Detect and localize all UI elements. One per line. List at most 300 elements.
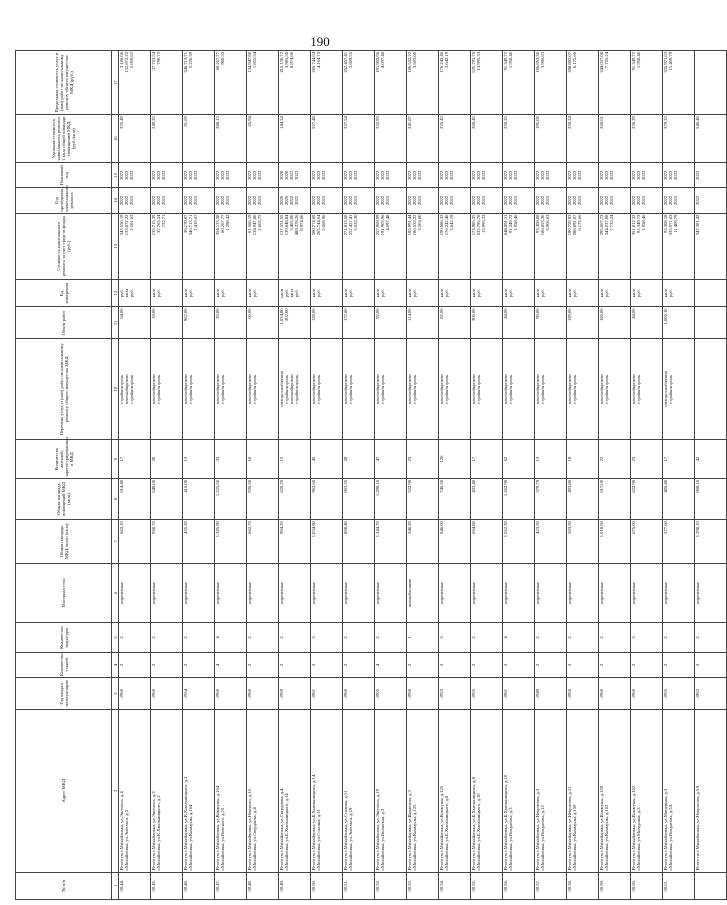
cell-pred (183, 51, 215, 115)
cell-line: 195.991,44 (407, 214, 412, 236)
column-number: 8 (112, 479, 119, 520)
cell-area: 455,20 (183, 520, 215, 563)
cell-line: 2022 (151, 195, 156, 206)
cell-work (503, 339, 535, 440)
cell-addr (503, 710, 535, 872)
cell-liv: 936,30 (247, 479, 279, 520)
cell-cost (471, 213, 503, 279)
cell-line: 347.381,42 (695, 214, 700, 236)
cell-liv: 620,20 (279, 479, 311, 520)
cell-ycap (343, 188, 375, 213)
cell-no: 59.58. (567, 872, 599, 899)
cell-liv: 432,40 (471, 479, 503, 520)
cell-line: 2022 (604, 170, 609, 180)
cell-line: руб. (380, 289, 385, 298)
cell-line: 132.872,22 (124, 52, 129, 73)
cell-floors: 3 (311, 652, 343, 677)
cell-line: 2022 (183, 170, 188, 180)
cell-line: 2022 (481, 170, 486, 180)
cell-line: 2022 (513, 195, 518, 206)
cell-line: Итого по г.Михайловка, ул.Коммуны, д.164 (215, 785, 220, 871)
cell-line: 2022 (545, 170, 550, 180)
column-header: Предельная стоимость услуг и (или) работ по капитальному ремонту общего имущества МКД (руб.) (16, 51, 112, 115)
cell-line: 144,34 (279, 116, 284, 129)
cell-pred (311, 51, 343, 115)
cell-no: 59.44. (119, 872, 151, 899)
cell-line: 92,00 (375, 308, 380, 319)
cell-line: плоскойкровли (151, 374, 156, 405)
cell-line: 2022 (375, 195, 380, 206)
cell-year: 1982 (695, 678, 727, 710)
cell-line: 82,00 (439, 308, 444, 319)
cell-line: 3.186,06 (119, 52, 124, 69)
cell-line: 2022 (636, 195, 641, 206)
cell-line: 1.958,46 (508, 52, 513, 69)
cell-ycap (215, 188, 247, 213)
cell-line: плоскойкровли (535, 374, 540, 405)
cell-res: 126 (439, 440, 471, 479)
column-number: 11 (112, 307, 119, 339)
cell-mat: кирпичные (439, 563, 471, 622)
cell-ycap (151, 188, 183, 213)
cell-work (311, 339, 343, 440)
cell-liv: 406,40 (663, 479, 695, 520)
cell-vol (183, 307, 215, 339)
cell-floors: 2 (631, 652, 663, 677)
header-row (16, 51, 112, 900)
cell-line: 546,46 (695, 116, 700, 129)
cell-work (631, 339, 663, 440)
cell-line: Итого по г.Михайловка, ул.Энгельса, д.19 (375, 789, 380, 871)
cell-line: 93.308,08 (535, 214, 540, 233)
cell-line: 2022 (476, 195, 481, 206)
cell-line: 3.642,19 (449, 214, 454, 231)
cell-line: кв.м (439, 288, 444, 298)
cell-line: 2022 (343, 195, 348, 206)
cell-res: 13 (183, 440, 215, 479)
cell-line: 160,00 (599, 308, 604, 322)
cell-ycap (535, 188, 567, 213)
cell-year: 1954 (183, 678, 215, 710)
cell-year: 1960 (631, 678, 663, 710)
cell-line: плоскойкровли (407, 374, 412, 405)
cell-line: Итого по г.Михайловка, ул.Коммуны, д.162 (631, 785, 636, 871)
cell-line: 191.903,96 (380, 214, 385, 236)
cell-ycap (183, 188, 215, 213)
cell-unit (215, 279, 247, 306)
table-row (407, 51, 439, 900)
cell-entr: 2 (599, 623, 631, 653)
column-header: Год ввода в эксплуатацию (16, 678, 112, 710)
cell-line: 241,87 (407, 116, 412, 129)
capital-repair-table (15, 50, 727, 900)
cell-cost (311, 213, 343, 279)
cell-line: 6.175,66 (572, 52, 577, 69)
cell-pred (375, 51, 407, 115)
column-number: 12 (112, 279, 119, 306)
cell-line: 186.853,30 (540, 214, 545, 236)
cell-line: 2022 (439, 170, 444, 180)
cell-line: 635.795,78 (471, 52, 476, 73)
cell-line: 268,61 (599, 116, 604, 129)
cell-unit (631, 279, 663, 306)
cell-pred (663, 51, 695, 115)
cell-line: 176.242,46 (444, 214, 449, 236)
cell-cost (631, 213, 663, 279)
cell-line: 257.969,99 (375, 214, 380, 236)
cell-yplan (375, 163, 407, 188)
cell-ud (663, 115, 695, 163)
cell-line: г.Михайловка, ул.Коммуны, д.125 (412, 804, 417, 871)
cell-line: 2022 (348, 170, 353, 180)
cell-ud (503, 115, 535, 163)
cell-line: стройконтроль (188, 374, 193, 404)
cell-work (215, 339, 247, 440)
column-header: Ед. измерения (16, 279, 112, 306)
cell-line: 415.130,72 (279, 52, 284, 73)
cell-line: 2022 (572, 195, 577, 206)
cell-line: 6.175,66 (577, 214, 582, 231)
table-row (503, 51, 535, 900)
column-number: 5 (112, 623, 119, 653)
cell-line: 2022 (289, 195, 294, 206)
cell-line: стройконтроль (220, 374, 225, 404)
cell-work (535, 339, 567, 440)
cell-line: 268,45 (471, 116, 476, 129)
column-header: Общая площадь МКД, всего (кв.м) (16, 520, 112, 563)
cell-line: 306,00 (471, 308, 476, 322)
cell-year: 1961 (503, 678, 535, 710)
cell-line: 2022 (577, 195, 582, 206)
cell-line: 343.550,19 (119, 214, 124, 236)
cell-line: кв.м (215, 288, 220, 298)
cell-line: 2022 (535, 195, 540, 206)
cell-vol (119, 307, 151, 339)
cell-entr: 3 (439, 623, 471, 653)
cell-line: 346.713,71 (188, 214, 193, 236)
cell-vol (215, 307, 247, 339)
cell-line: г.Михайловка, ул.Некрасова, д.3 (508, 807, 513, 871)
cell-line: 2022 (321, 195, 326, 206)
cell-line: Итого по г.Михайловка, ул.Энгельса, д.3 (151, 791, 156, 871)
cell-line: кв.м (663, 288, 668, 298)
cell-floors: 2 (119, 652, 151, 677)
cell-line: руб. (476, 289, 481, 298)
cell-res: 28 (343, 440, 375, 479)
cell-line: 2022 (151, 170, 156, 180)
cell-line: 2022 (663, 170, 668, 180)
cell-line: руб. (252, 289, 257, 298)
cell-line: 134.947,80 (252, 214, 257, 236)
cell-yplan (471, 163, 503, 188)
cell-line: 37.763,54 (156, 214, 161, 233)
cell-line: 2022 (289, 170, 294, 180)
cell-line: 2022 (119, 195, 124, 206)
cell-area: 662,70 (247, 520, 279, 563)
cell-line: 2022 (220, 195, 225, 206)
cell-line: 2022 (663, 195, 668, 206)
cell-line: кв.м (183, 288, 188, 298)
cell-mat: кирпичные (247, 563, 279, 622)
cell-line: плоскойкровли (215, 374, 220, 405)
cell-line: г.Михайловка, ул.Волжская, д.3 (380, 808, 385, 871)
cell-line: 2022 (215, 195, 220, 206)
cell-line: 2022 (695, 195, 700, 206)
cell-line: Итого по г.Михайловка, ул.Коммуны, д.125 (439, 785, 444, 871)
cell-vol (279, 307, 311, 339)
table-row (695, 51, 727, 900)
cell-res: 33 (215, 440, 247, 479)
cell-liv: 1.298,10 (375, 479, 407, 520)
cell-line: г.Михайловка, ул.Коммуны, д.164 (188, 804, 193, 871)
cell-floors: 2 (471, 652, 503, 677)
cell-line: стройконтроль (294, 374, 299, 404)
cell-vol (343, 307, 375, 339)
cell-line: 173.985,35 (471, 214, 476, 236)
cell-ud (439, 115, 471, 163)
cell-line: кв.м (503, 288, 508, 298)
cell-line: 2022 (668, 195, 673, 206)
cell-cost (407, 213, 439, 279)
cell-entr: 2 (695, 623, 727, 653)
cell-line: 2020 (279, 170, 284, 180)
cell-floors: 4 (215, 652, 247, 677)
cell-line: 344.037,08 (604, 214, 609, 236)
cell-line: 648.891,11 (503, 214, 508, 236)
cell-addr (535, 710, 567, 872)
cell-yplan (631, 163, 663, 188)
cell-line: 344.037,08 (599, 52, 604, 73)
cell-line: 93.308,18 (663, 214, 668, 233)
column-header: Общая площадь помещений МКД (кв.м) (16, 479, 112, 520)
cell-addr (215, 710, 247, 872)
cell-year: 1949 (535, 678, 567, 710)
cell-no: 59.46. (183, 872, 215, 899)
cell-area: 846,00 (439, 520, 471, 563)
cell-line: 2.581,62 (129, 214, 134, 231)
cell-line: 2022 (247, 170, 252, 180)
cell-no: 59.61. (663, 872, 695, 899)
cell-vol (695, 307, 727, 339)
cell-ud (407, 115, 439, 163)
cell-liv: 962,60 (311, 479, 343, 520)
cell-line: стройконтроль (444, 374, 449, 404)
cell-work (663, 339, 695, 440)
cell-unit (535, 279, 567, 306)
cell-line: 2022 (609, 170, 614, 180)
cell-line: 1.034,80 (279, 308, 284, 325)
cell-yplan (567, 163, 599, 188)
cell-line: 2022 (257, 170, 262, 180)
table-row (247, 51, 279, 900)
cell-line: Итого по г.Михайловка, ул.Сталина, д.11 (343, 790, 348, 871)
cell-line: 2022 (188, 170, 193, 180)
cell-line: 258,24 (567, 116, 572, 129)
cell-floors: 2 (247, 652, 279, 677)
cell-pred (119, 51, 151, 115)
cell-entr: 2 (343, 623, 375, 653)
cell-ycap (695, 188, 727, 213)
cell-liv: 614,40 (119, 479, 151, 520)
cell-line: Итого по г.Михайловка, ул.Некрасова, д.5А (695, 785, 700, 871)
cell-line: 1.000,10 (663, 308, 668, 325)
cell-line: 2022 (311, 170, 316, 180)
cell-line: Итого по г.Михайловка, ул.Б.Хмельницкого, д.14 (311, 774, 316, 871)
cell-liv: 493,80 (567, 479, 599, 520)
cell-yplan (663, 163, 695, 188)
cell-no: 59.57. (535, 872, 567, 899)
cell-entr: 3 (631, 623, 663, 653)
cell-line: 8.974,60 (289, 52, 294, 69)
cell-line: 2022 (161, 195, 166, 206)
cell-line: стройконтроль (636, 374, 641, 404)
cell-line: руб. (508, 289, 513, 298)
cell-line: 2022 (439, 195, 444, 206)
cell-line: 2022 (215, 170, 220, 180)
table-row (151, 51, 183, 900)
cell-line: 2022 (375, 170, 380, 180)
cell-line: 2022 (161, 170, 166, 180)
cell-line: 557,48 (311, 116, 316, 129)
cell-line: г.Михайловка, ул.Невского, д.15 (220, 807, 225, 871)
cell-res: 62 (503, 440, 535, 479)
cell-mat: кирпичные (375, 563, 407, 622)
cell-ud (311, 115, 343, 163)
cell-cost (599, 213, 631, 279)
cell-year: 1960 (247, 678, 279, 710)
cell-floors: 4 (375, 652, 407, 677)
cell-line: 346.713,71 (183, 52, 188, 73)
cell-line: 186.853,30 (535, 52, 540, 73)
cell-line: 351.812,32 (631, 214, 636, 236)
cell-line: 11.409,79 (668, 52, 673, 71)
cell-line: 172,60 (343, 308, 348, 322)
table-row (663, 51, 695, 900)
cell-cost (695, 213, 727, 279)
cell-line: 2022 (599, 195, 604, 206)
table-row (567, 51, 599, 900)
cell-ud (247, 115, 279, 163)
cell-line: кв.м (375, 288, 380, 298)
cell-line: 2022 (220, 170, 225, 180)
cell-pred (247, 51, 279, 115)
cell-line: 2022 (380, 170, 385, 180)
cell-mat: кирпичные (663, 563, 695, 622)
cell-area: 1.344,70 (375, 520, 407, 563)
cell-cost (535, 213, 567, 279)
cell-line: 2022 (417, 170, 422, 180)
cell-line: 1.958,46 (636, 52, 641, 69)
cell-addr (471, 710, 503, 872)
cell-year: 1960 (343, 678, 375, 710)
cell-area: 664,80 (471, 520, 503, 563)
cell-line: 2022 (444, 195, 449, 206)
cell-work (695, 339, 727, 440)
cell-line: плоскойкровли (503, 374, 508, 405)
cell-yplan (311, 163, 343, 188)
cell-res: 22 (599, 440, 631, 479)
cell-line: 2022 (129, 195, 134, 206)
cell-line: 2022 (599, 170, 604, 180)
cell-line: плоскойкровли (567, 374, 572, 405)
cell-line: 2022 (343, 170, 348, 180)
cell-ud (343, 115, 375, 163)
cell-line: 2022 (567, 170, 572, 180)
cell-res: 42 (695, 440, 727, 479)
cell-floors: 2 (279, 652, 311, 677)
cell-work (375, 339, 407, 440)
cell-line: 354.133,38 (215, 214, 220, 236)
cell-mat: кирпичные (695, 563, 727, 622)
cell-liv: 803,30 (343, 479, 375, 520)
cell-res: 20 (151, 440, 183, 479)
cell-year: 1961 (311, 678, 343, 710)
cell-work (567, 339, 599, 440)
cell-year: 1956 (567, 678, 599, 710)
cell-line: г.Михайловка, ул.Мичурина, д.3 (636, 807, 641, 871)
table-row (631, 51, 663, 900)
cell-area: 503,50 (567, 520, 599, 563)
cell-ycap (247, 188, 279, 213)
cell-entr: 2 (183, 623, 215, 653)
cell-line: Итого по г.Михайловка, ул.Б.Хмельницкого, д.10 (503, 774, 508, 871)
cell-line: 288.892,07 (567, 52, 572, 73)
cell-res: 16 (247, 440, 279, 479)
cell-line: 2022 (294, 170, 299, 180)
cell-no (695, 872, 727, 899)
cell-line: руб. (668, 289, 673, 298)
cell-line: плоскойкровли (599, 374, 604, 405)
cell-line: стройконтроль (668, 374, 673, 404)
column-header: Адрес МКД (16, 710, 112, 872)
cell-cost (343, 213, 375, 279)
cell-res: 17 (663, 440, 695, 479)
column-number: 13 (112, 213, 119, 279)
cell-vol (471, 307, 503, 339)
cell-work (279, 339, 311, 440)
cell-line: 4.097,48 (380, 52, 385, 69)
cell-line: шт.м (279, 288, 284, 298)
cell-line: 252.457,41 (343, 52, 348, 73)
cell-line: 128,00 (311, 308, 316, 322)
cell-no: 59.50. (311, 872, 343, 899)
cell-line: 2020 (284, 170, 289, 180)
cell-line: руб. (444, 289, 449, 298)
cell-line: 2022 (385, 170, 390, 180)
cell-work (439, 339, 471, 440)
cell-addr (695, 710, 727, 872)
cell-line: 20,00 (215, 308, 220, 319)
cell-line: 2022 (471, 195, 476, 206)
cell-cost (279, 213, 311, 279)
cell-ycap (311, 188, 343, 213)
cell-yplan (119, 163, 151, 188)
cell-floors: 3 (567, 652, 599, 677)
cell-pred (567, 51, 599, 115)
cell-line: 195,08 (535, 116, 540, 129)
cell-line: 2022 (412, 170, 417, 180)
cell-yplan (215, 163, 247, 188)
cell-cost (183, 213, 215, 279)
cell-line: 2022 (316, 170, 321, 180)
cell-no: 59.54. (439, 872, 471, 899)
cell-line: 18,00 (151, 308, 156, 319)
cell-line: стройконтроль (412, 374, 417, 404)
cell-area: 1.298,10 (695, 520, 727, 563)
cell-yplan (343, 163, 375, 188)
column-number: 16 (112, 115, 119, 163)
cell-line: 5.009,62 (129, 52, 134, 69)
